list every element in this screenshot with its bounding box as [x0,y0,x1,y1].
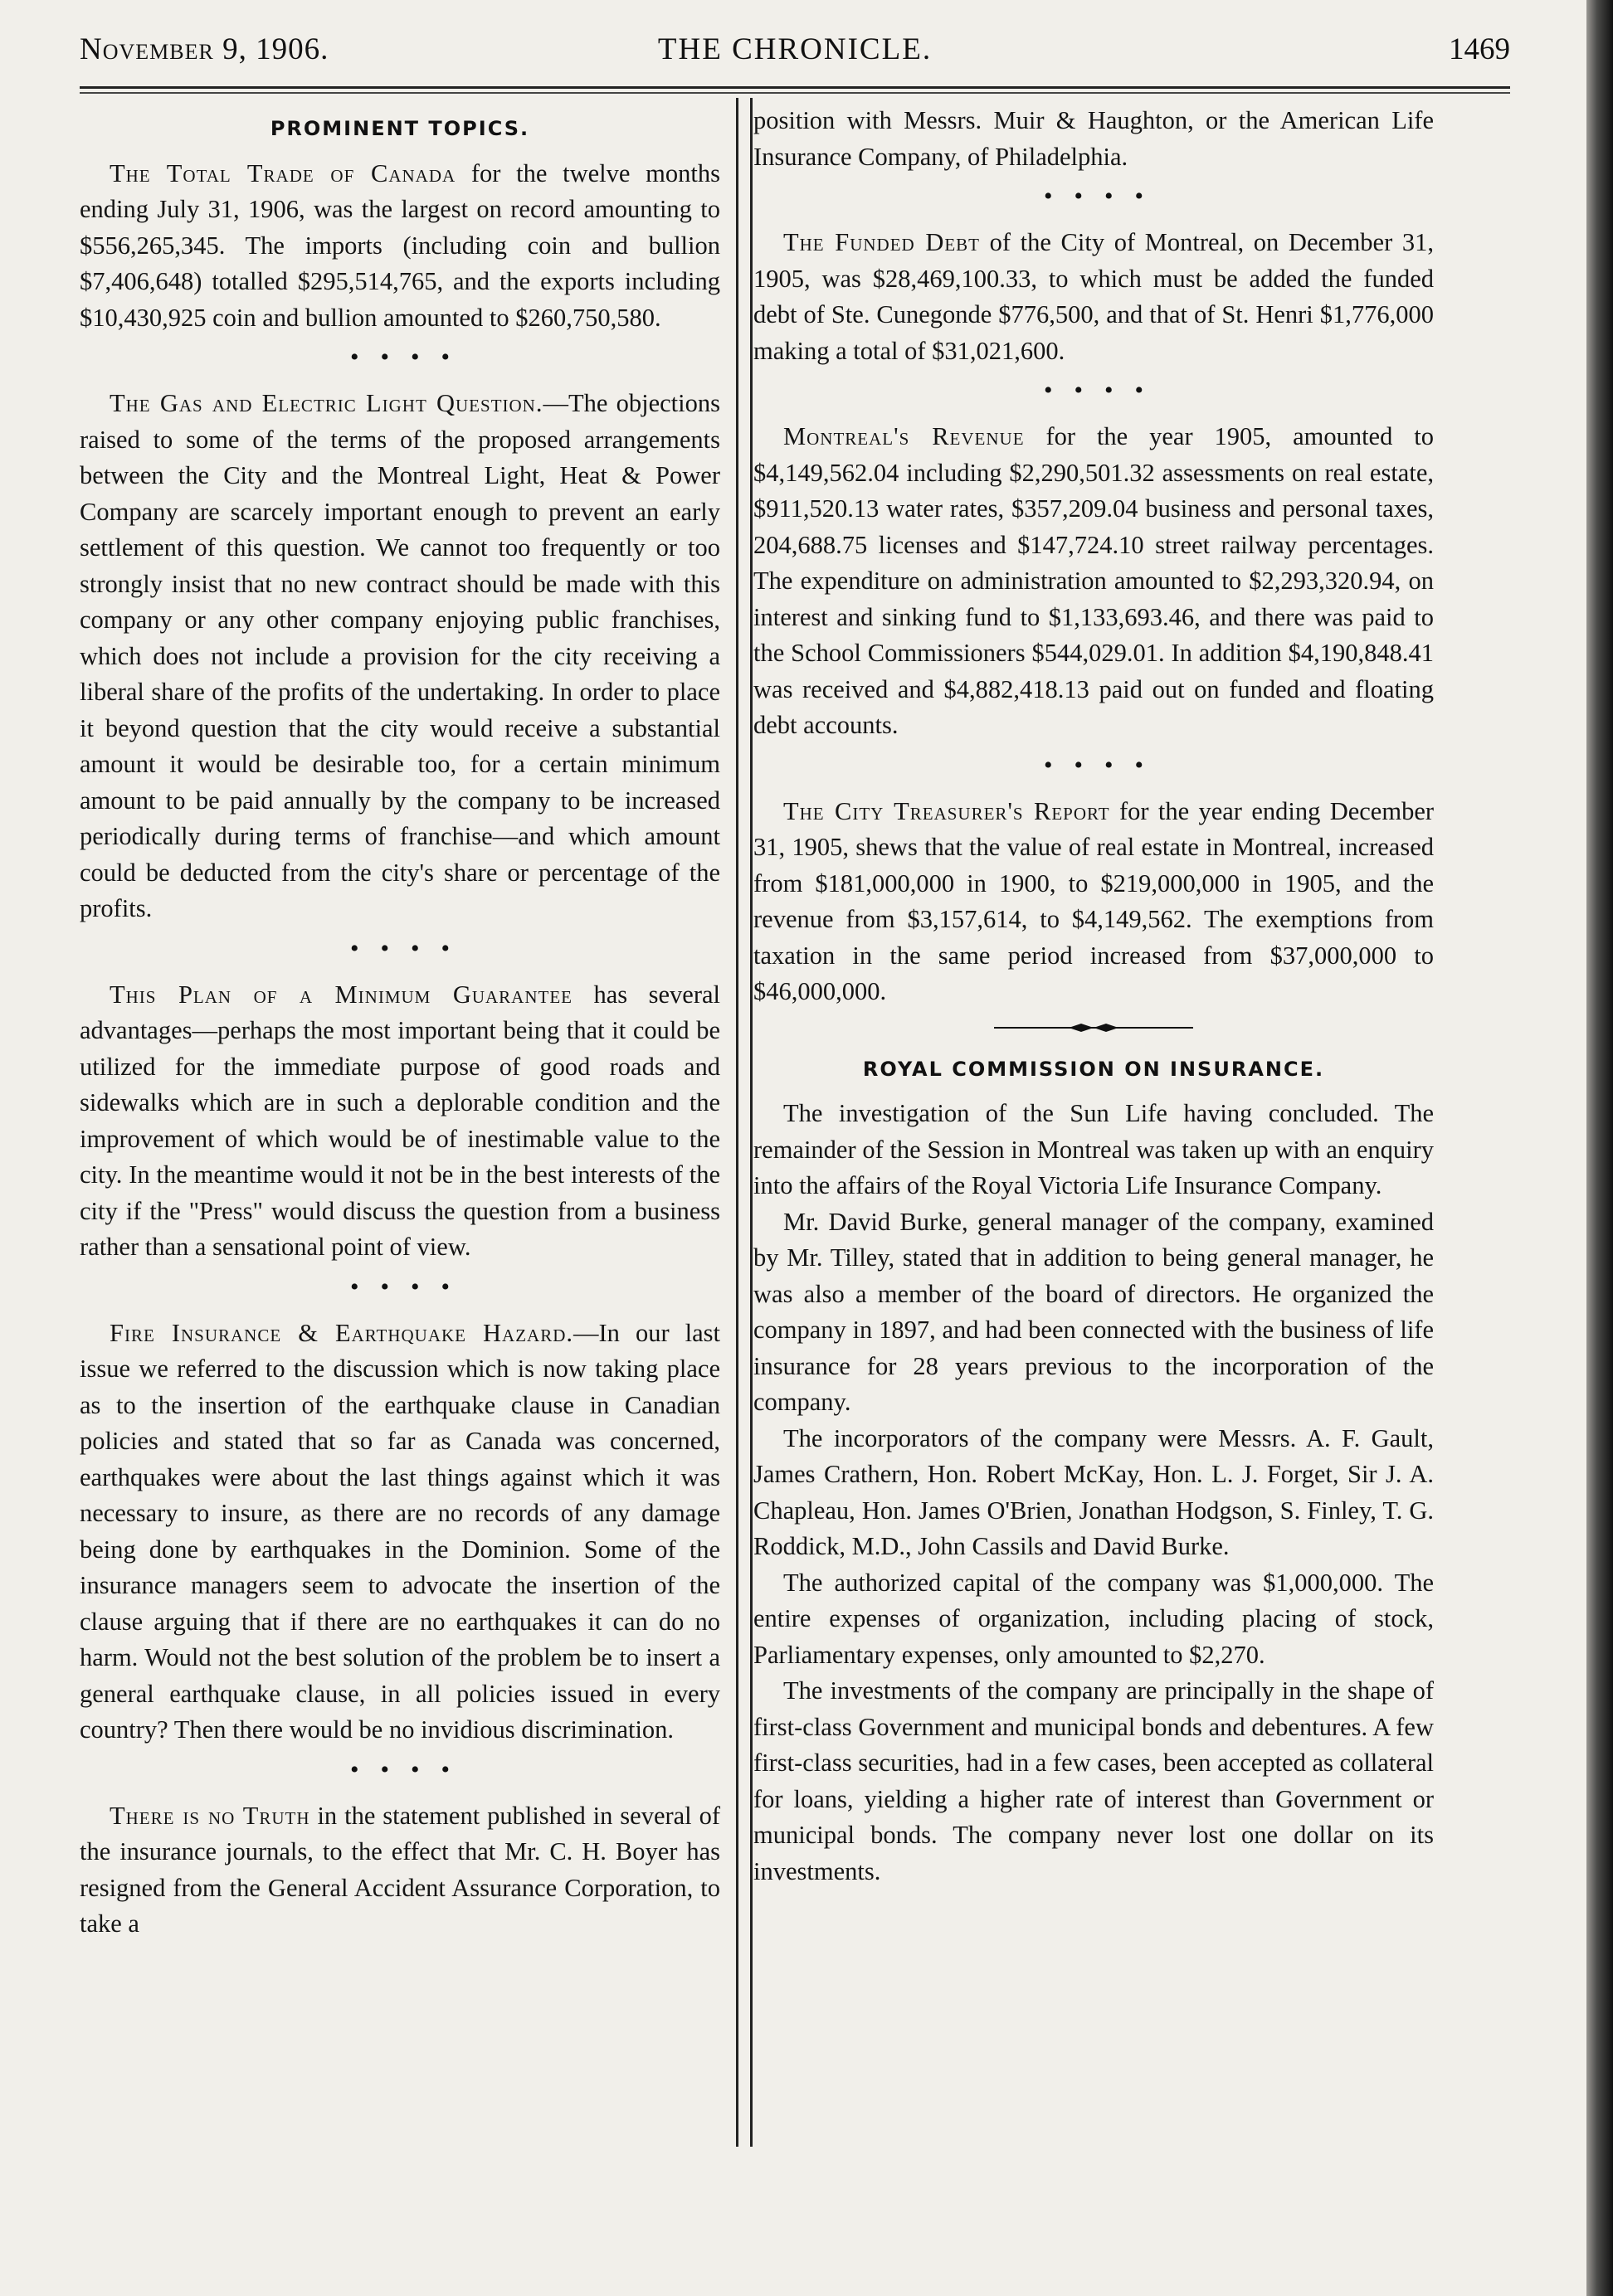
article-body: has several advantages—perhaps the most important being that it could be utilized for the immediate purpose of good roads and sidewalks which are in such a deplorable condition and the improvement of which would be of inestimable value to the city. In the meantime would it not be in the best interests of the city if the "Press" would discuss the question from a business rather than a sensational point of view. [80,980,720,1261]
article-paragraph [80,386,720,927]
article-lead: The Gas and Electric Light Question. [110,389,543,417]
article-body: for the twelve months ending July 31, 1906, was the largest on record amounting to $556,265,345. The imports (including coin and bullion $7,406,648) totalled $295,514,765, and the exports including $10,430,925 coin and bullion amounted to $260,750,580. [80,158,720,332]
article-lead: The Funded Debt [783,228,981,256]
article-paragraph [80,1798,720,1943]
continuation-paragraph: position with Messrs. Muir & Haughton, or the American Life Insurance Company, of Philadelphia. [753,106,1434,171]
section-paragraph: The investigation of the Sun Life having concluded. The remainder of the Session in Montreal was taken up with an enquiry into the affairs of the Royal Victoria Life Insurance Company. [753,1099,1434,1199]
column-divider [750,98,753,2147]
separator-dots: •••• [1043,377,1165,404]
article-lead: Fire Insurance & Earthquake Hazard. [110,1318,573,1347]
article-lead: There is no Truth [110,1801,310,1830]
article-paragraph [753,794,1434,1010]
ornament-divider [986,1022,1201,1034]
separator-dots: •••• [349,343,471,371]
article-body: —In our last issue we referred to the discussion which is now taking place as to the insertion of the earthquake clause in Canadian policies and stated that so far as Canada was concerned, earthquakes were about the last things against which it was necessary to insure, as there are no records of any damage being done by earthquakes in the Dominion. Some of the insurance managers seem to advocate the insertion of the clause arguing that if there are no earthquakes it can do no harm. Would not the best solution of the problem be to insert a general earthquake clause, in all policies issued in every country? Then there would be no invidious discrimination. [80,1318,720,1744]
article-body: for the year ending December 31, 1905, shews that the value of real estate in Montreal, increased from $181,000,000 in 1900, to $219,000,000 in 1905, and the revenue from $3,157,614, to $4,149,562. The exemptions from taxation in the same period increased from $37,000,000 to $46,000,000. [753,796,1435,1005]
column-divider [736,98,738,2147]
article-lead: The Total Trade of Canada [110,158,456,187]
article-body: —The objections raised to some of the terms of the proposed arrangements between the City and the Montreal Light, Heat & Power Company are scarcely important enough to prevent an early settlement of this question. We cannot too frequently or too strongly insist that no new contract should be made with this company or any other company enjoying public franchises, which does not include a provision for the city receiving a liberal share of the profits of the undertaking. In order to place it beyond question that the city would receive a substantial amount it would be desirable too, for a certain minimum amount to be paid annually by the company to be increased periodically during terms of franchise—and which amount could be deducted from the city's share or percentage of the profits. [80,389,720,922]
left-column [80,106,720,1943]
section-paragraph: The authorized capital of the company was $1,000,000. The entire expenses of organization, including placing of stock, Parliamentary expenses, only amounted to $2,270. [753,1568,1434,1669]
separator-dots: •••• [1043,182,1165,210]
section-paragraph: Mr. David Burke, general manager of the company, examined by Mr. Tilley, stated that in addition to being general manager, he was also a member of the board of directors. He organized the company in 1897, and had been connected with the business of life insurance for 28 years previous to the incorporation of the company. [753,1207,1434,1416]
scan-edge-shadow [1586,0,1613,2296]
article-body: of the City of Montreal, on December 31, 1905, was $28,469,100.33, to which must be added the funded debt of Ste. Cunegonde $776,500, and that of St. Henri $1,776,000 making a total of $31,021,600. [753,228,1434,365]
right-column [753,103,1434,1890]
section-paragraph: The investments of the company are principally in the shape of first-class Government and municipal bonds and debentures. A few first-class securities, had in a few cases, been accepted as collateral for loans, yielding a higher rate of interest than Government or municipal bonds. The company never lost one dollar on its investments. [753,1676,1434,1885]
article-body: in the statement published in several of the insurance journals, to the effect that Mr. C. H. Boyer has resigned from the General Accident Assurance Corporation, to take a [80,1801,720,1938]
publication-title: THE CHRONICLE. [657,32,933,66]
section-paragraph: The incorporators of the company were Messrs. A. F. Gault, James Crathern, Hon. Robert McKay, Hon. L. J. Forget, Sir J. A. Chapleau, Hon. James O'Brien, Jonathan Hodgson, S. Finley, T. G. Roddick, M.D., John Cassils and David Burke. [753,1423,1434,1560]
article-lead: The City Treasurer's Report [783,796,1110,825]
separator-dots: •••• [349,934,471,962]
article-paragraph [753,419,1434,744]
separator-dots: •••• [349,1272,471,1301]
article-body: for the year 1905, amounted to $4,149,562.04 including $2,290,501.32 assessments on real estate, $911,520.13 water rates, $357,209.04 business and personal taxes, 204,688.75 licenses and $147,724.10 street railway percentages. The expenditure on administration amounted to $2,293,320.94, on interest and sinking fund to $1,133,693.46, and there was paid to the School Commissioners $544,029.01. In addition $4,190,848.41 was received and $4,882,418.13 paid out on funded and floating debt accounts. [753,422,1434,739]
header-rule [80,86,1510,89]
article-lead: Montreal's Revenue [783,422,1025,450]
section-heading: PROMINENT TOPICS. [270,117,530,140]
separator-dots: •••• [1043,751,1165,779]
issue-date: November 9, 1906. [80,32,329,66]
page-number: 1469 [1449,32,1510,66]
article-paragraph [753,225,1434,369]
article-paragraph [80,977,720,1266]
article-paragraph [80,1316,720,1749]
separator-dots: •••• [349,1755,471,1783]
header-rule-thin [80,92,1510,94]
article-lead: This Plan of a Minimum Guarantee [110,980,573,1009]
article-paragraph [80,156,720,337]
section-heading: ROYAL COMMISSION ON INSURANCE. [862,1057,1325,1081]
page-header [80,32,1510,65]
